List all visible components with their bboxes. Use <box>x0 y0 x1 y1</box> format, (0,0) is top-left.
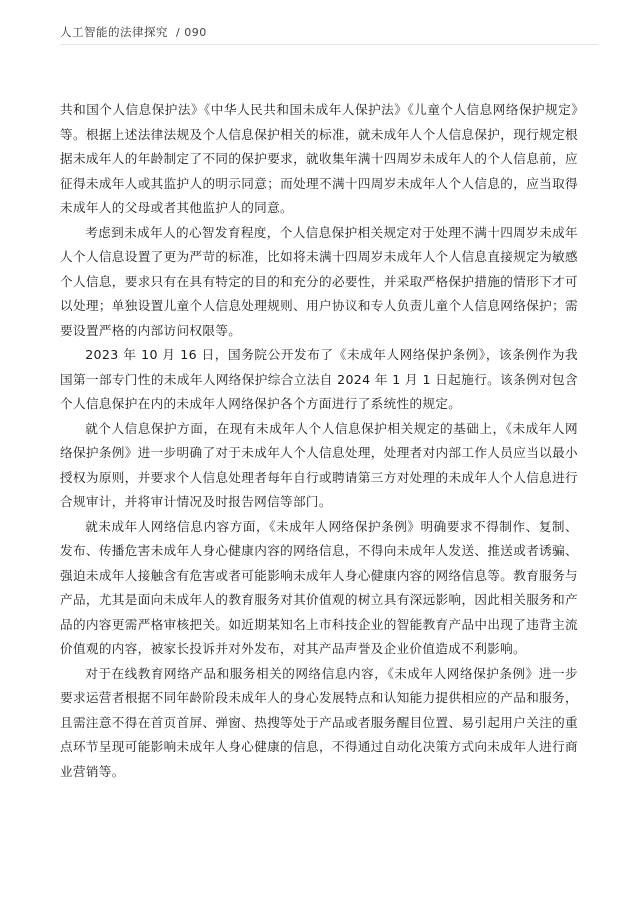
paragraph: 就个人信息保护方面，在现有未成年人个人信息保护相关规定的基础上，《未成年人网络保护条例》进一步明确了对于未成年人个人信息处理，处理者对内部工作人员应当以最小授权为原则，并要求个人信息处理者每年自行或聘请第三方对处理的未成年人个人信息进行合规审计，并将审计情况及时报告网信等部门。 <box>60 420 578 509</box>
running-header <box>60 24 207 40</box>
paragraph: 对于在线教育网络产品和服务相关的网络信息内容，《未成年人网络保护条例》进一步要求运营者根据不同年龄阶段未成年人的身心发展特点和认知能力提供相应的产品和服务，且需注意不得在首页首屏、弹窗、热搜等处于产品或者服务醒目位置、易引起用户关注的重点环节呈现可能影响未成年人身心健康的信息，不得通过自动化决策方式向未成年人进行商业营销等。 <box>60 665 578 779</box>
paragraph: 考虑到未成年人的心智发育程度，个人信息保护相关规定对于处理不满十四周岁未成年人个人信息设置了更为严苛的标准，比如将未满十四周岁未成年人个人信息直接规定为敏感个人信息，要求只有在具有特定的目的和充分的必要性，并采取严格保护措施的情形下才可以处理；单独设置儿童个人信息处理规则、用户协议和专人负责儿童个人信息网络保护；需要设置严格的内部访问权限等。 <box>60 224 578 338</box>
header-divider <box>60 44 598 45</box>
paragraph-continued: 共和国个人信息保护法》《中华人民共和国未成年人保护法》《儿童个人信息网络保护规定》等。根据上述法律法规及个人信息保护相关的标准，就未成年人个人信息保护，现行规定根据未成年人的年龄制定了不同的保护要求，就收集年满十四周岁未成年人的个人信息前，应征得未成年人或其监护人的明示同意；而处理不满十四周岁未成年人个人信息的，应当取得未成年人的父母或者其他监护人的同意。 <box>60 102 578 215</box>
body-text <box>60 98 578 784</box>
book-title: 人工智能的法律探究 <box>60 25 168 39</box>
page-number: / 090 <box>176 26 207 39</box>
paragraph: 就未成年人网络信息内容方面，《未成年人网络保护条例》明确要求不得制作、复制、发布、传播危害未成年人身心健康内容的网络信息，不得向未成年人发送、推送或者诱骗、强迫未成年人接触含有危害或者可能影响未成年人身心健康内容的网络信息等。教育服务与产品，尤其是面向未成年人的教育服务对其价值观的树立具有深远影响，因此相关服务和产品的内容更需严格审核把关。如近期某知名上市科技企业的智能教育产品中出现了违背主流价值观的内容，被家长投诉并对外发布，对其产品声誉及企业价值造成不利影响。 <box>60 518 578 656</box>
paragraph: 2023 年 10 月 16 日，国务院公开发布了《未成年人网络保护条例》，该条例作为我国第一部专门性的未成年人网络保护综合立法自 2024 年 1 月 1 日起施行。该条例对包含个人信息保护在内的未成年人网络保护各个方面进行了系统性的规定。 <box>60 347 578 411</box>
